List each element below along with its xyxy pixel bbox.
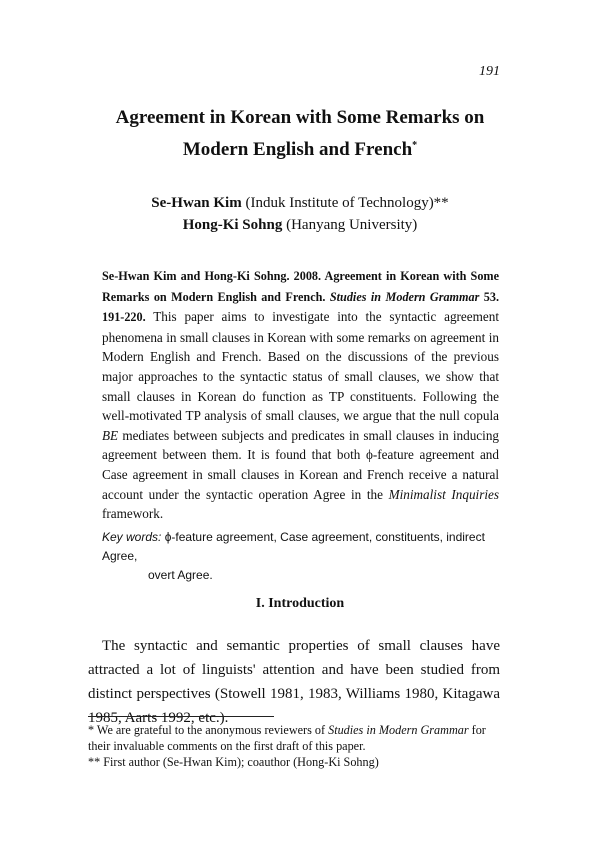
footnote-1-b: for their invaluable comments on the first draft of this paper. (88, 723, 486, 753)
author-1 (0, 192, 600, 214)
author-2-name: Hong-Ki Sohng (182, 217, 283, 233)
footnote-2: ** First author (Se-Hwan Kim); coauthor (Hong-Ki Sohng) (88, 755, 379, 769)
title-line-1: Agreement in Korean with Some Remarks on (115, 107, 485, 128)
abstract-citation-b: 53. 191-220. (102, 289, 500, 325)
keywords (102, 528, 499, 585)
intro-paragraph: The syntactic and semantic properties of small clauses have attracted a lot of linguists' attention and have been studied from distinct perspectives (Stowell 1981, 1983, Williams 1980, Kitagawa 1985, Aarts 1992, etc.). (88, 638, 500, 726)
abstract-framework-name: Minimalist Inquiries (388, 486, 499, 502)
abstract-citation-a: Se-Hwan Kim and Hong-Ki Sohng. 2008. Agreement in Korean with Some Remarks on Modern English and French. (102, 269, 499, 304)
author-1-affiliation: (Induk Institute of Technology)** (245, 195, 449, 211)
keywords-label: Key words: (102, 530, 162, 544)
keywords-line-2: overt Agree. (148, 568, 213, 582)
keywords-line-1: ϕ-feature agreement, Case agreement, constituents, indirect Agree, (102, 530, 485, 563)
abstract-text-3: framework. (102, 506, 164, 522)
abstract-be: BE (102, 427, 119, 443)
title-line-2 (0, 134, 600, 166)
author-list (0, 192, 600, 236)
abstract-text-1: This paper aims to investigate into the syntactic agreement phenomena in small clauses in Korean with some remarks on agreement in Modern English and French. Based on the discussions of the previous major approaches to the syntactic status of small clauses, we show that small clauses in Korean do function as TP constituents. Following the well-motivated TP analysis of small clauses, we argue that the null copula (102, 309, 500, 424)
abstract-text-2: mediates between subjects and predicates in small clauses in inducing agreement between them. It is found that both ϕ-feature agreement and Case agreement in small clauses in Korean and French receive a natural account under the syntactic operation Agree in the (102, 427, 500, 502)
footnote-1-a: * We are grateful to the anonymous reviewers of (88, 723, 326, 737)
title-footnote-mark: * (412, 140, 418, 151)
abstract (102, 266, 499, 524)
title-line-2-text: Modern English and French (182, 139, 413, 160)
paper-title (0, 102, 600, 166)
abstract-journal: Studies in Modern Grammar (329, 289, 480, 304)
author-1-name: Se-Hwan Kim (151, 195, 242, 211)
author-2-affiliation: (Hanyang University) (286, 217, 418, 233)
footnote-1 (88, 722, 500, 754)
footnotes (88, 722, 500, 770)
footnote-divider (88, 716, 274, 717)
author-2 (0, 214, 600, 236)
footnote-1-journal: Studies in Modern Grammar (328, 723, 469, 737)
section-heading: I. Introduction (255, 596, 345, 611)
page-number: 191 (479, 64, 500, 79)
